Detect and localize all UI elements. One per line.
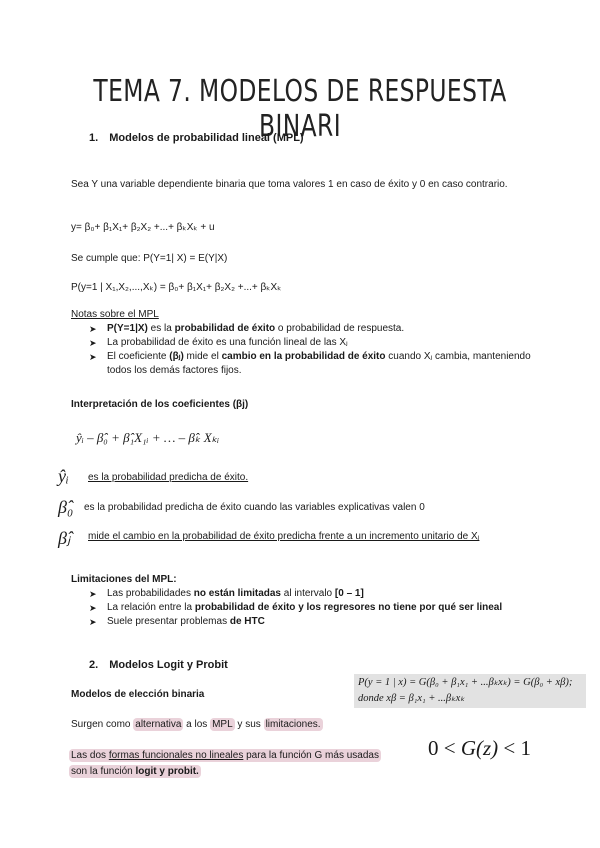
section-number: 2. (89, 659, 99, 671)
interpretation-heading: Interpretación de los coeficientes (βj) (71, 399, 249, 410)
list-item: ➤ Suele presentar problemas de HTC (89, 616, 265, 627)
forms-paragraph: Las dos formas funcionales no lineales para la función G más usadas son la función logit y probit. (71, 750, 379, 777)
g-inequality: 0 < G(z) < 1 (428, 736, 532, 760)
limitations-heading: Limitaciones del MPL: (71, 574, 177, 585)
list-item: ➤ Las probabilidades no están limitadas al intervalo [0 – 1] (89, 588, 364, 599)
equation-probability: P(y=1 | X₁,X₂,...,Xₖ) = β₀+ β₁X₁+ β₂X₂ +...+ βₖXₖ (71, 282, 282, 293)
page-title: TEMA 7. MODELOS DE RESPUESTA BINARI (93, 74, 507, 144)
section-title: Modelos Logit y Probit (109, 659, 228, 671)
binary-choice-heading: Modelos de elección binaria (71, 689, 205, 700)
list-item: ➤ La probabilidad de éxito es una función lineal de las Xⱼ (89, 337, 348, 348)
yhat-description: es la probabilidad predicha de éxito. (88, 472, 249, 483)
section-title: Modelos de probabilidad lineal (MPL) (109, 132, 304, 144)
section-1-heading (89, 132, 304, 144)
beta0-symbol: β̂₀ (58, 497, 74, 517)
arrow-bullet-icon: ➤ (89, 324, 97, 334)
limitations-list (83, 587, 543, 629)
regression-equation: ŷᵢ – β̂₀ + β̂₁X₁ᵢ + … – β̂ₖ Xₖᵢ (76, 430, 220, 445)
betaj-description: mide el cambio en la probabilidad de éxito predicha frente a un incremento unitario de Xⱼ (88, 531, 480, 542)
binary-choice-formula: P(y = 1 | x) = G(β₀ + β₁x₁ + ...βₖxₖ) = G(β₀ + xβ); donde xβ = β₁x₁ + ...βₖxₖ (354, 674, 586, 708)
arrow-bullet-icon: ➤ (89, 338, 97, 348)
yhat-symbol: ŷᵢ (58, 466, 69, 486)
list-item: ➤ La relación entre la probabilidad de éxito y los regresores no tiene por qué ser lineal (89, 602, 503, 613)
section-number: 1. (89, 132, 99, 144)
surgen-paragraph: Surgen como alternativa a los MPL y sus limitaciones. (71, 719, 321, 730)
equation-expectation: Se cumple que: P(Y=1| X) = E(Y|X) (71, 253, 228, 264)
list-item: ➤ P(Y=1|X) es la probabilidad de éxito o probabilidad de respuesta. (89, 323, 405, 334)
intro-paragraph: Sea Y una variable dependiente binaria que toma valores 1 en caso de éxito y 0 en caso contrario. (71, 179, 508, 190)
arrow-bullet-icon: ➤ (89, 617, 97, 627)
beta0-description: es la probabilidad predicha de éxito cuando las variables explicativas valen 0 (84, 502, 425, 513)
arrow-bullet-icon: ➤ (89, 589, 97, 599)
betaj-symbol: β̂ⱼ (58, 528, 71, 548)
notes-list (83, 322, 553, 378)
notes-heading: Notas sobre el MPL (71, 309, 159, 320)
section-2-heading (89, 659, 228, 671)
equation-model: y= β₀+ β₁X₁+ β₂X₂ +...+ βₖXₖ + u (71, 222, 215, 233)
list-item: ➤ El coeficiente (βⱼ) mide el cambio en la probabilidad de éxito cuando Xⱼ cambia, manteniendo todos los demás factores fijos. (89, 351, 531, 376)
arrow-bullet-icon: ➤ (89, 603, 97, 613)
arrow-bullet-icon: ➤ (89, 352, 97, 362)
